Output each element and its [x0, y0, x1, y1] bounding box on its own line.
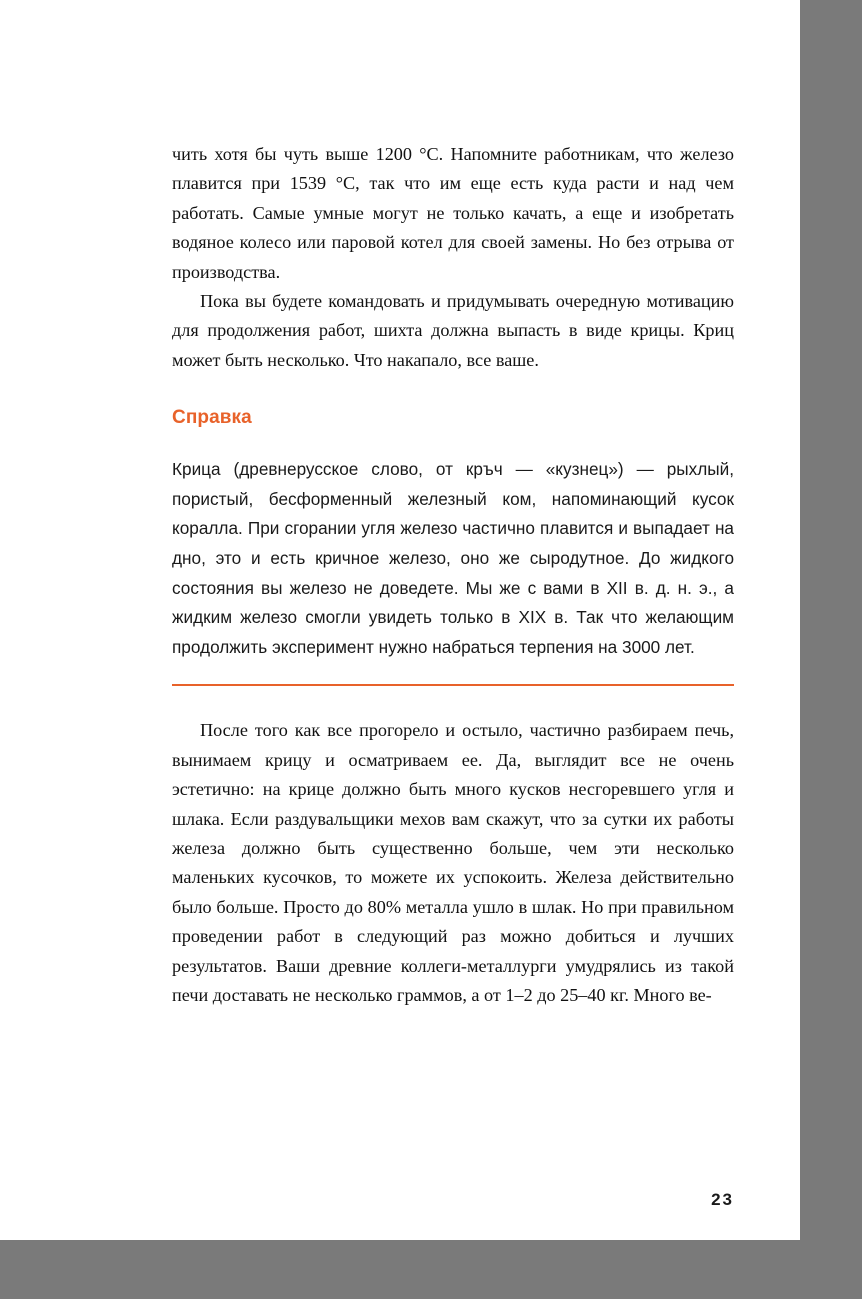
- note-text: Крица (древнерусское слово, от кръч — «кузнец») — рыхлый, пористый, бесформенный железный ком, напоминающий кусок коралла. При сгорании угля железо частично плавится и выпадает на дно, это и есть кричное железо, оно же сыродутное. До жидкого состояния вы железо не доведете. Мы же с вами в XII в. д. н. э., а жидким железо смогли увидеть только в XIX в. Так что желающим продолжить эксперимент нужно набраться терпения на 3000 лет.: [172, 459, 734, 657]
- paragraph: После того как все прогорело и остыло, частично разбираем печь, вынимаем крицу и осматриваем ее. Да, выглядит все не очень эстетично: на крице должно быть много кусков несгоревшего угля и шлака. Если раздувальщики мехов вам скажут, что за сутки их работы железа должно быть существенно больше, чем эти несколько маленьких кусочков, то можете их успокоить. Железа действительно было больше. Просто до 80% металла ушло в шлак. Но при правильном проведении работ в следующий раз можно добиться и лучших результатов. Ваши древние коллеги-металлурги умудрялись из такой печи доставать не несколько граммов, а от 1–2 до 25–40 кг. Много ве-: [172, 720, 734, 1006]
- page-number: 23: [711, 1190, 734, 1209]
- paragraph: Пока вы будете командовать и придумывать очередную мотивацию для продолжения работ, шихта должна выпасть в виде крицы. Криц может быть несколько. Что накапало, все ваше.: [172, 291, 734, 370]
- page-text-column: [172, 140, 734, 1010]
- after-note-body: [172, 716, 734, 1010]
- note-divider: [172, 684, 734, 686]
- note-box: [172, 455, 734, 686]
- section-heading: Справка: [172, 407, 252, 429]
- paragraph-continued: чить хотя бы чуть выше 1200 °C. Напомните работникам, что железо плавится при 1539 °C, так что им еще есть куда расти и над чем работать. Самые умные могут не только качать, а еще и изобретать водяное колесо или паровой котел для своей замены. Но без отрыва от производства.: [172, 144, 734, 282]
